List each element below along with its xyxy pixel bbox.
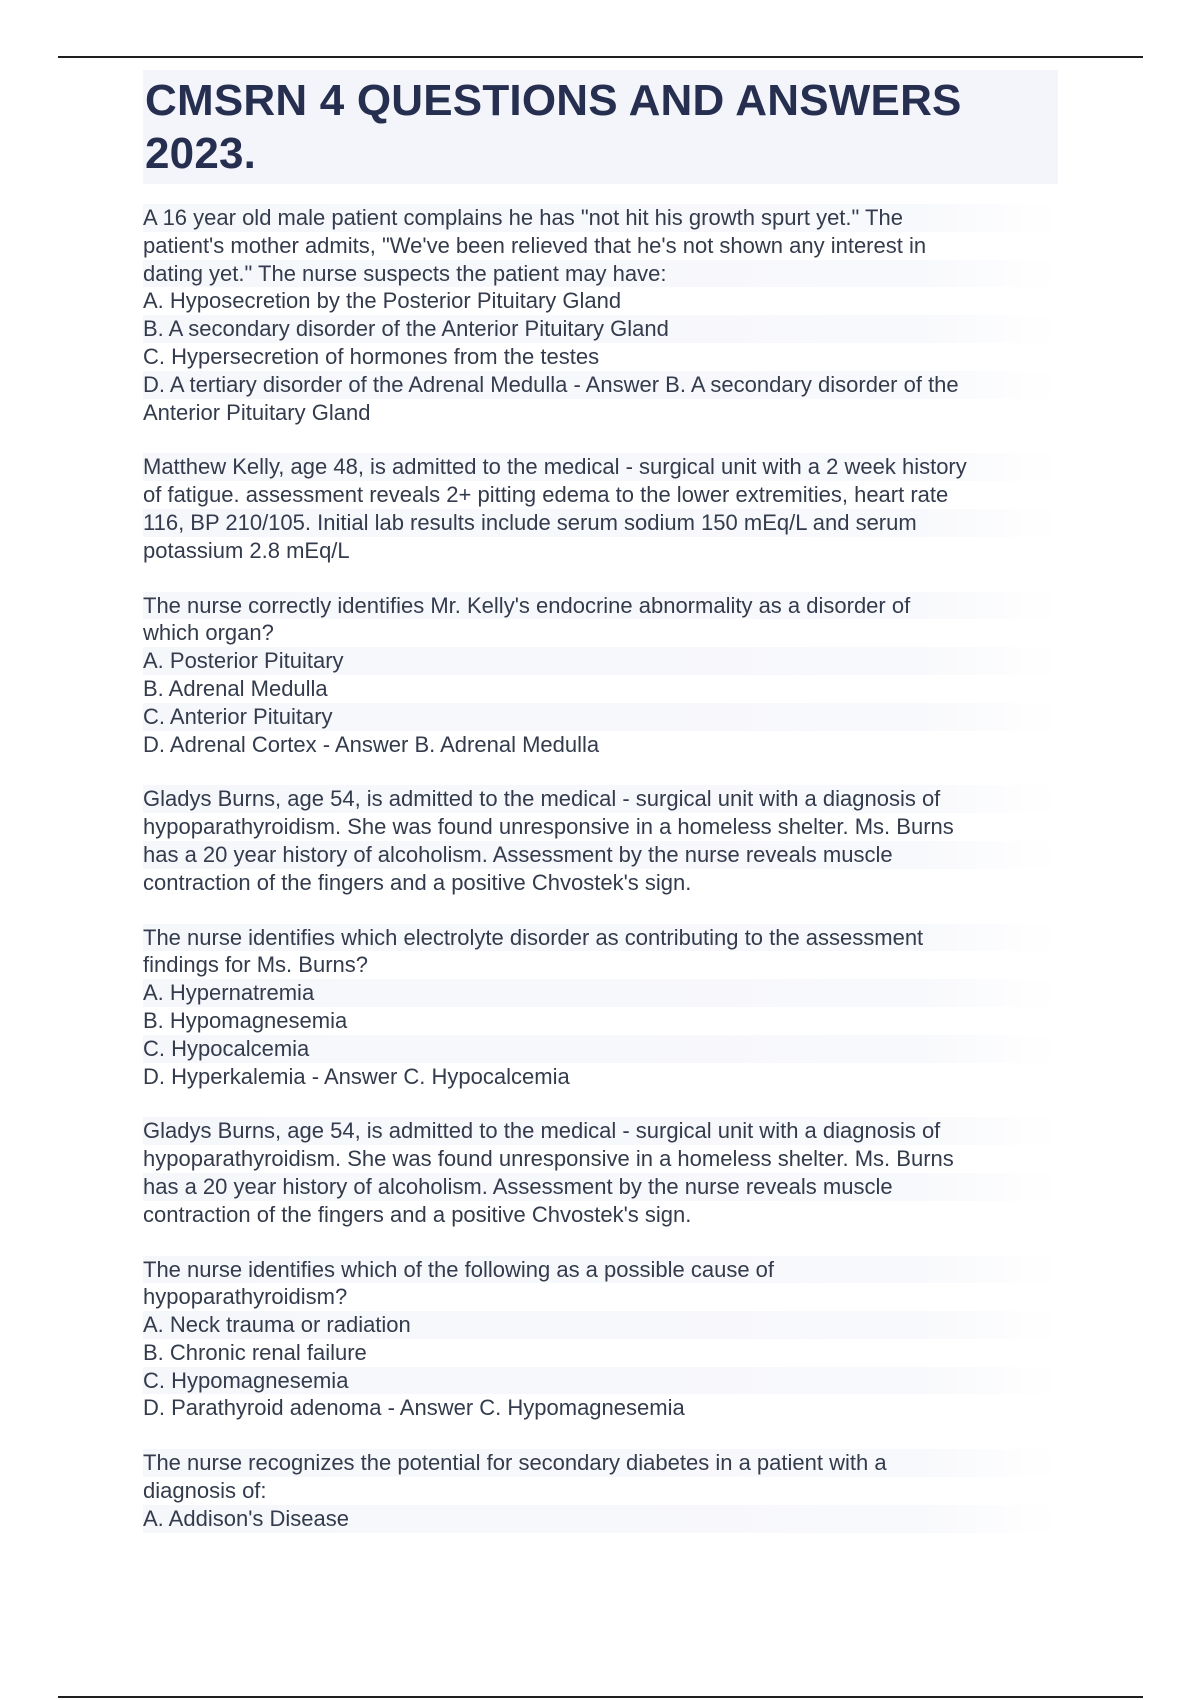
bottom-rule: [58, 1696, 1143, 1698]
question-paragraph: [143, 592, 1058, 759]
text-line: A. Neck trauma or radiation: [143, 1311, 1058, 1339]
title-line: CMSRN 4 QUESTIONS AND ANSWERS: [145, 76, 962, 125]
question-paragraph: [143, 924, 1058, 1091]
text-line: contraction of the fingers and a positive Chvostek's sign.: [143, 1201, 692, 1227]
text-line: D. Adrenal Cortex - Answer B. Adrenal Medulla: [143, 731, 600, 757]
text-line: B. Hypomagnesemia: [143, 1007, 348, 1033]
text-line: Gladys Burns, age 54, is admitted to the medical - surgical unit with a diagnosis of: [143, 1117, 1058, 1145]
text-line: C. Hypocalcemia: [143, 1035, 1058, 1063]
document-body: [143, 70, 1058, 1560]
text-line: dating yet." The nurse suspects the patient may have:: [143, 260, 1058, 288]
top-rule: [58, 56, 1143, 58]
question-paragraph: [143, 1449, 1058, 1532]
text-line: C. Hypomagnesemia: [143, 1367, 1058, 1395]
text-line: A. Hyposecretion by the Posterior Pituitary Gland: [143, 288, 622, 314]
text-line: The nurse correctly identifies Mr. Kelly's endocrine abnormality as a disorder of: [143, 592, 1058, 620]
text-line: hypoparathyroidism?: [143, 1284, 348, 1310]
text-line: B. A secondary disorder of the Anterior Pituitary Gland: [143, 315, 1058, 343]
question-list: [143, 204, 1058, 1533]
text-line: findings for Ms. Burns?: [143, 952, 368, 978]
question-paragraph: [143, 785, 1058, 896]
document-title: [145, 74, 1050, 180]
text-line: which organ?: [143, 620, 274, 646]
text-line: hypoparathyroidism. She was found unresponsive in a homeless shelter. Ms. Burns: [143, 814, 954, 840]
title-line: 2023.: [145, 129, 257, 178]
text-line: A. Hypernatremia: [143, 979, 1058, 1007]
text-line: D. Parathyroid adenoma - Answer C. Hypomagnesemia: [143, 1395, 685, 1421]
title-block: [143, 70, 1058, 184]
text-line: has a 20 year history of alcoholism. Assessment by the nurse reveals muscle: [143, 1173, 1058, 1201]
text-line: Matthew Kelly, age 48, is admitted to the medical - surgical unit with a 2 week history: [143, 453, 1058, 481]
text-line: The nurse recognizes the potential for secondary diabetes in a patient with a: [143, 1449, 1058, 1477]
question-paragraph: [143, 1117, 1058, 1228]
text-line: The nurse identifies which of the following as a possible cause of: [143, 1256, 1058, 1284]
text-line: hypoparathyroidism. She was found unresponsive in a homeless shelter. Ms. Burns: [143, 1146, 954, 1172]
text-line: A. Posterior Pituitary: [143, 647, 1058, 675]
text-line: C. Anterior Pituitary: [143, 703, 1058, 731]
text-line: D. Hyperkalemia - Answer C. Hypocalcemia: [143, 1063, 570, 1089]
text-line: potassium 2.8 mEq/L: [143, 537, 350, 563]
text-line: Gladys Burns, age 54, is admitted to the medical - surgical unit with a diagnosis of: [143, 785, 1058, 813]
text-line: has a 20 year history of alcoholism. Assessment by the nurse reveals muscle: [143, 841, 1058, 869]
question-paragraph: [143, 453, 1058, 564]
question-paragraph: [143, 1256, 1058, 1423]
text-line: B. Chronic renal failure: [143, 1339, 367, 1365]
text-line: 116, BP 210/105. Initial lab results include serum sodium 150 mEq/L and serum: [143, 509, 1058, 537]
text-line: Anterior Pituitary Gland: [143, 399, 371, 425]
text-line: contraction of the fingers and a positive Chvostek's sign.: [143, 869, 692, 895]
question-paragraph: [143, 204, 1058, 426]
text-line: B. Adrenal Medulla: [143, 675, 328, 701]
text-line: C. Hypersecretion of hormones from the testes: [143, 343, 600, 369]
text-line: The nurse identifies which electrolyte disorder as contributing to the assessment: [143, 924, 1058, 952]
text-line: D. A tertiary disorder of the Adrenal Medulla - Answer B. A secondary disorder of the: [143, 371, 1058, 399]
text-line: diagnosis of:: [143, 1478, 267, 1504]
text-line: patient's mother admits, "We've been relieved that he's not shown any interest in: [143, 232, 927, 258]
text-line: of fatigue. assessment reveals 2+ pitting edema to the lower extremities, heart rate: [143, 482, 949, 508]
text-line: A. Addison's Disease: [143, 1505, 1058, 1533]
text-line: A 16 year old male patient complains he has "not hit his growth spurt yet." The: [143, 204, 1058, 232]
